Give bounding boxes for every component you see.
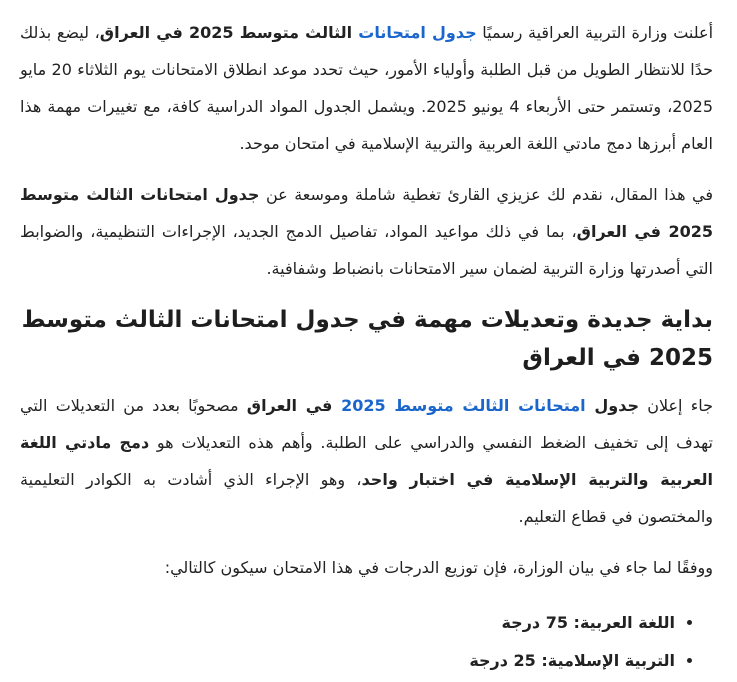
distribution-intro-text: ووفقًا لما جاء في بيان الوزارة، فإن توزيع الدرجات في هذا الامتحان سيكون كالتالي: bbox=[164, 558, 713, 577]
changes-text-2: مصحوبًا بعدد من التعديلات التي تهدف إلى تخفيف الضغط النفسي والدراسي على الطلبة. وأهم هذه التعديلات هو bbox=[20, 396, 713, 452]
grade-subject: التربية الإسلامية: bbox=[541, 651, 675, 670]
distribution-intro-paragraph bbox=[20, 549, 713, 586]
changes-bold-1: جدول bbox=[585, 396, 639, 415]
third-intermediate-exams-link[interactable]: امتحانات الثالث متوسط 2025 bbox=[341, 396, 586, 415]
changes-paragraph bbox=[20, 387, 713, 535]
intro-bold-title: الثالث متوسط 2025 في العراق bbox=[99, 23, 359, 42]
coverage-paragraph bbox=[20, 176, 713, 287]
list-item bbox=[20, 642, 675, 680]
coverage-text-1: في هذا المقال، نقدم لك عزيزي القارئ تغطية شاملة وموسعة عن bbox=[259, 185, 713, 204]
changes-bold-3: دمج مادتي اللغة العربية والتربية الإسلامية في اختبار واحد bbox=[20, 433, 713, 489]
changes-bold-2: في العراق bbox=[246, 396, 342, 415]
grade-value: 25 درجة bbox=[469, 651, 542, 670]
grade-value: 75 درجة bbox=[501, 613, 574, 632]
grades-list bbox=[20, 604, 713, 680]
coverage-bold-title: جدول امتحانات الثالث متوسط 2025 في العراق bbox=[20, 185, 713, 241]
intro-text-1: أعلنت وزارة التربية العراقية رسميًا bbox=[476, 23, 714, 42]
grade-subject: اللغة العربية: bbox=[573, 613, 675, 632]
list-item bbox=[20, 604, 675, 642]
changes-text-3: ، وهو الإجراء الذي أشادت به الكوادر التعليمية والمختصون في قطاع التعليم. bbox=[20, 470, 713, 526]
coverage-text-2: ، بما في ذلك مواعيد المواد، تفاصيل الدمج الجديد، الإجراءات التنظيمية، والضوابط التي أصدرتها وزارة التربية لضمان سير الامتحانات بانضباط وشفافية. bbox=[20, 222, 713, 278]
exam-schedule-link[interactable]: جدول امتحانات bbox=[358, 23, 477, 42]
changes-text-1: جاء إعلان bbox=[638, 396, 713, 415]
intro-paragraph bbox=[20, 14, 713, 162]
section-heading: بداية جديدة وتعديلات مهمة في جدول امتحانات الثالث متوسط 2025 في العراق bbox=[21, 307, 713, 371]
intro-text-2: ، ليضع بذلك حدًا للانتظار الطويل من قبل الطلبة وأولياء الأمور، حيث تحدد موعد انطلاق الامتحانات يوم الثلاثاء 20 مايو 2025، وتستمر حتى الأربعاء 4 يونيو 2025. ويشمل الجدول المواد الدراسية كافة، مع تغييرات مهمة هذا العام أبرزها دمج مادتي اللغة العربية والتربية الإسلامية في امتحان موحد. bbox=[20, 23, 713, 153]
